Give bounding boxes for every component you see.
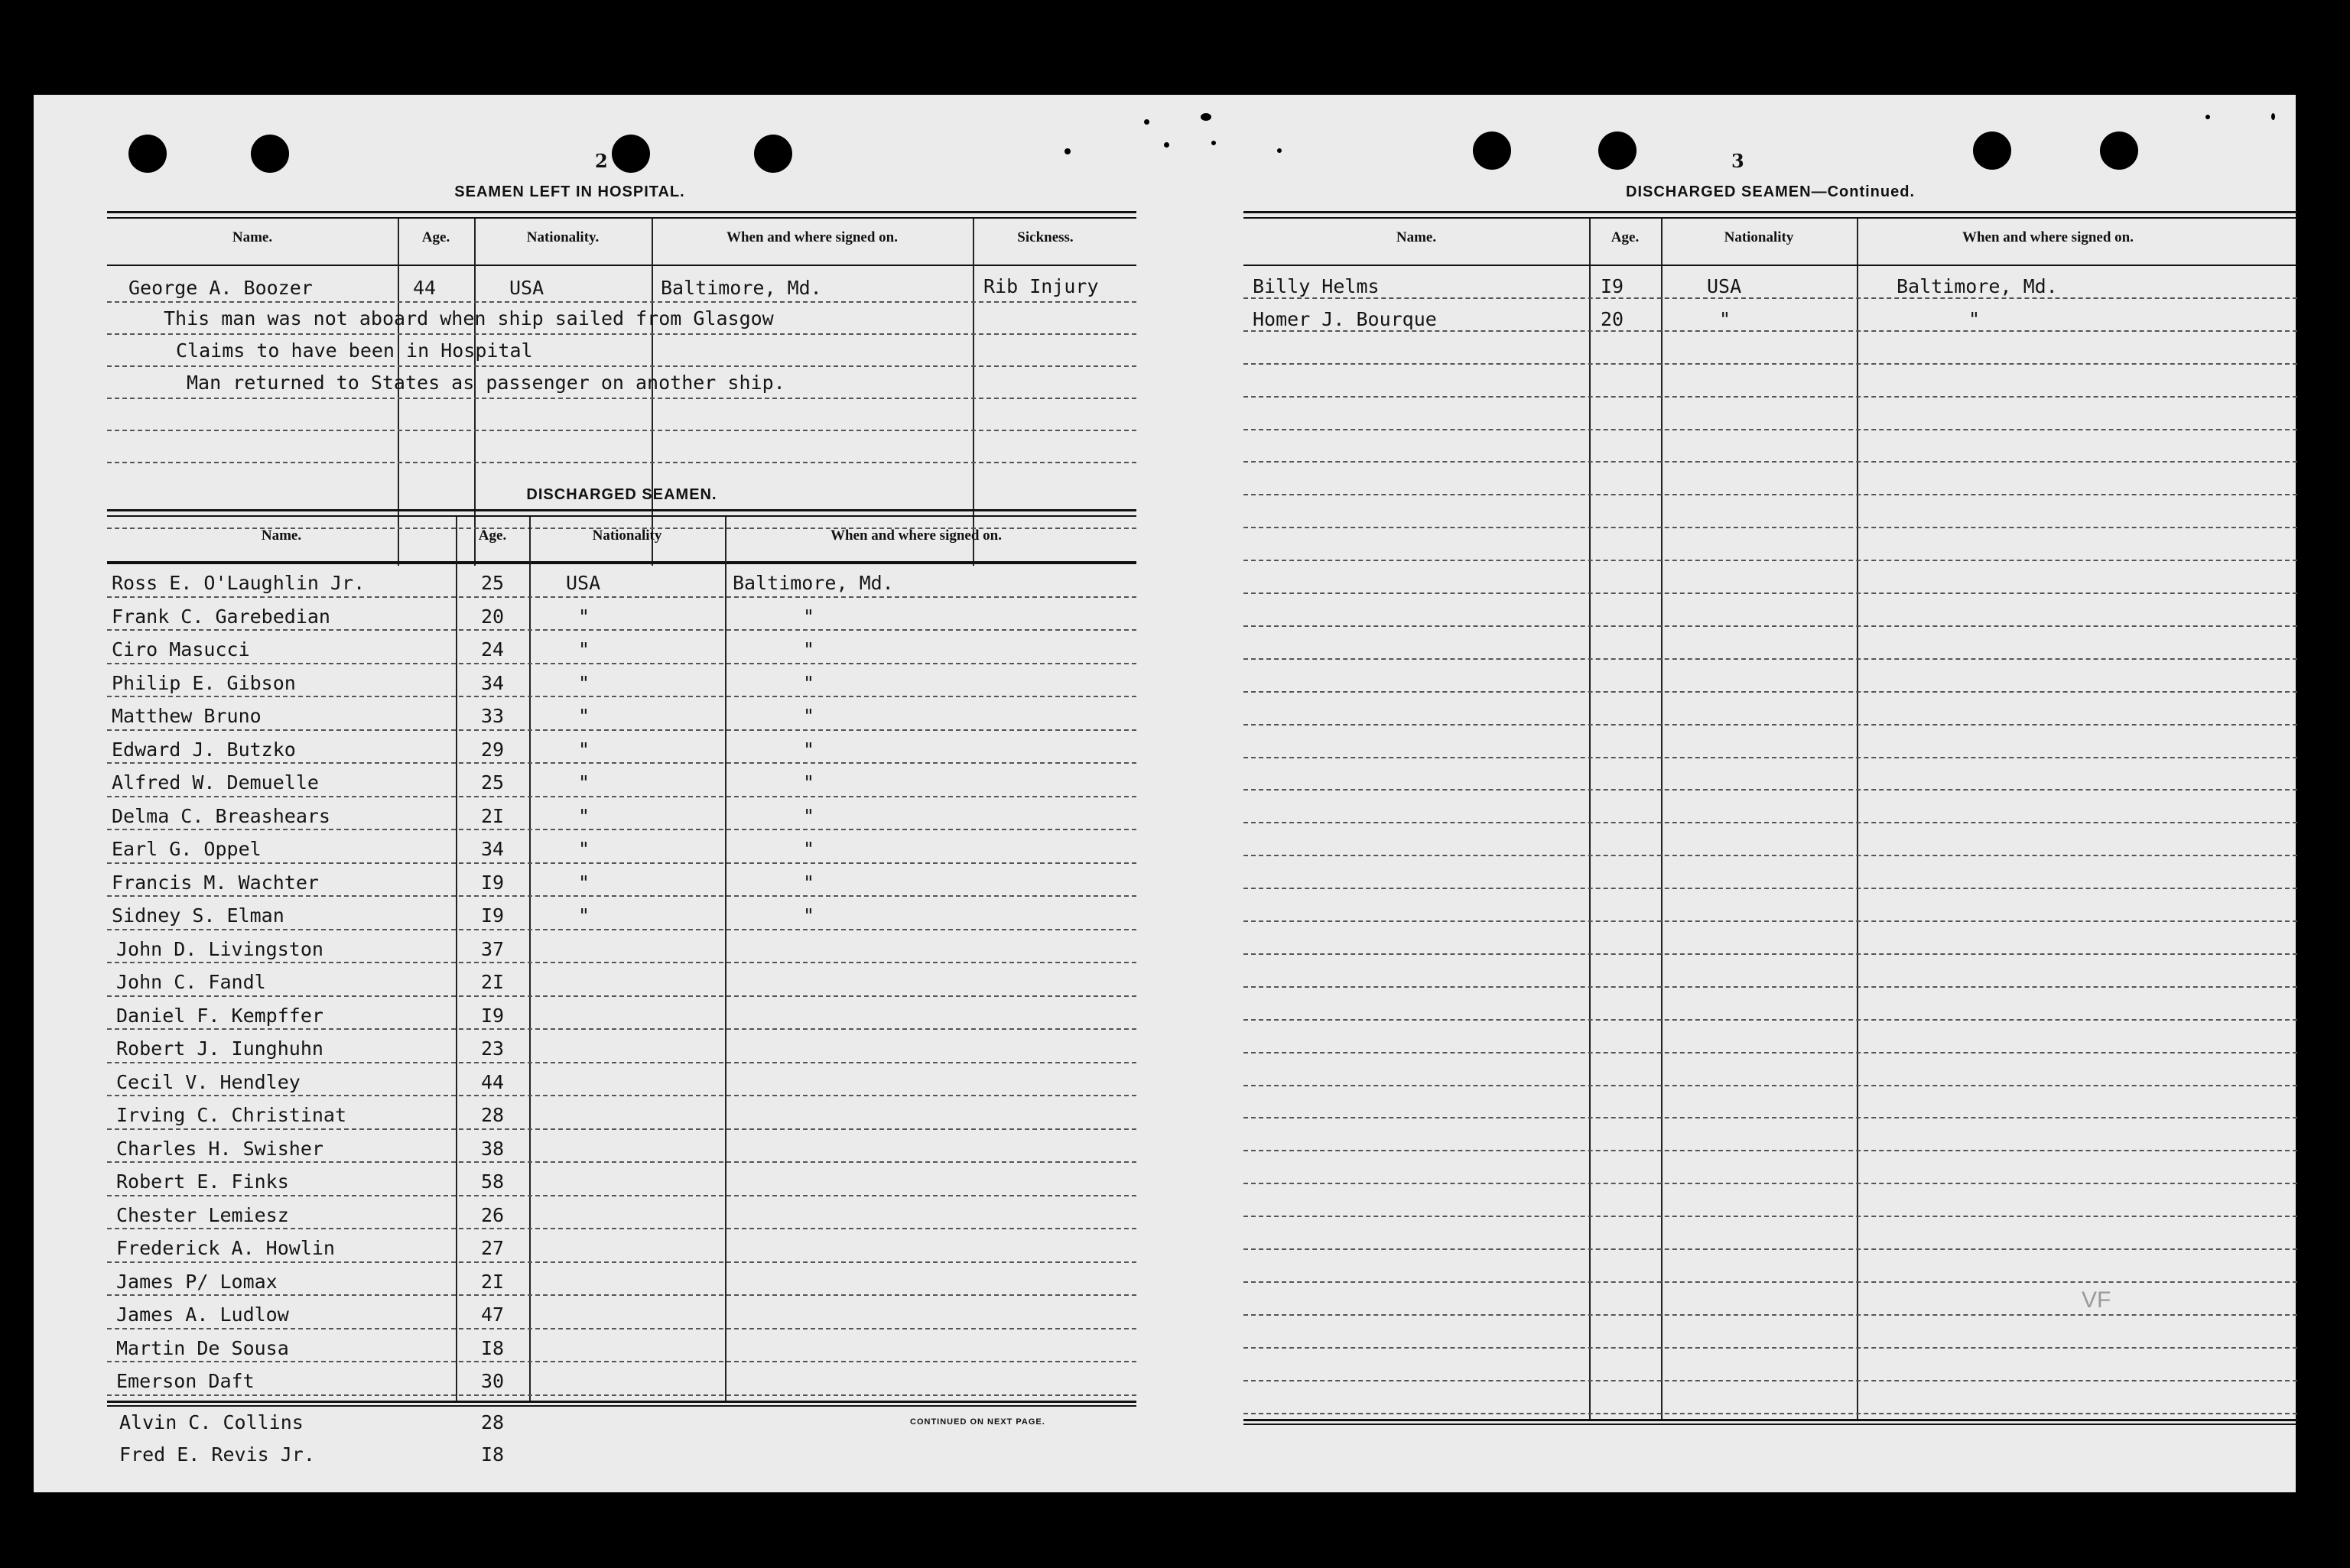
- dotted-line: [1243, 592, 2297, 594]
- hospital-header-age: Age.: [421, 229, 450, 245]
- dotted-line: [1243, 560, 2297, 561]
- seaman-name: Sidney S. Elman: [112, 904, 284, 927]
- hospital-header-sickness: Sickness.: [1017, 229, 1074, 245]
- dotted-line: [1243, 1314, 2297, 1316]
- seaman-age: 34: [480, 671, 505, 694]
- faded-stamp: VF: [2082, 1287, 2111, 1313]
- seaman-nationality: ": [1719, 307, 1731, 330]
- dotted-line: [107, 1294, 1136, 1296]
- dotted-line: [107, 1261, 1136, 1263]
- seaman-name: John D. Livingston: [116, 937, 323, 960]
- seaman-name: Alfred W. Demuelle: [112, 771, 319, 794]
- seaman-where: ": [803, 738, 815, 761]
- seaman-name: Frank C. Garebedian: [112, 605, 330, 628]
- seaman-name: Homer J. Bourque: [1253, 307, 1437, 330]
- dotted-line: [1243, 953, 2297, 955]
- dotted-line: [1243, 691, 2297, 693]
- dotted-line: [107, 762, 1136, 764]
- speck: [1064, 148, 1071, 154]
- hospital-section-title: SEAMEN LEFT IN HOSPITAL.: [454, 183, 685, 200]
- manifest-paper: [34, 95, 2296, 1492]
- rule: [107, 1405, 1136, 1407]
- seaman-age: I9: [480, 904, 505, 927]
- seaman-nationality: ": [578, 804, 590, 827]
- seaman-name: Emerson Daft: [116, 1370, 255, 1392]
- seaman-name: Daniel F. Kempffer: [116, 1004, 323, 1027]
- column-line: [725, 517, 726, 1401]
- seaman-age: 20: [480, 605, 505, 628]
- seaman-name: Matthew Bruno: [112, 705, 262, 727]
- rule: [1243, 1419, 2297, 1421]
- seaman-age: 28: [480, 1104, 505, 1126]
- dotted-line: [107, 1394, 1136, 1396]
- dotted-line: [107, 1195, 1136, 1196]
- dotted-line: [1243, 461, 2297, 463]
- dotted-line: [1243, 429, 2297, 430]
- seaman-name: Philip E. Gibson: [112, 671, 296, 694]
- dotted-line: [107, 629, 1136, 631]
- seaman-name: Robert E. Finks: [116, 1170, 289, 1193]
- seaman-name: Earl G. Oppel: [112, 838, 262, 860]
- seaman-name: Edward J. Butzko: [112, 738, 296, 761]
- seaman-name: Francis M. Wachter: [112, 871, 319, 894]
- right-header-age: Age.: [1611, 229, 1640, 245]
- dotted-line: [1243, 1347, 2297, 1349]
- seaman-nationality: ": [578, 671, 590, 694]
- seaman-nationality: ": [578, 605, 590, 628]
- dotted-line: [1243, 855, 2297, 856]
- right-section-title: DISCHARGED SEAMEN—Continued.: [1626, 183, 1915, 200]
- seaman-where: ": [803, 838, 815, 860]
- dotted-line: [107, 1095, 1136, 1096]
- dotted-line: [1243, 724, 2297, 726]
- dotted-line: [1243, 494, 2297, 495]
- seaman-age: 26: [480, 1203, 505, 1226]
- right-header-name: Name.: [1396, 229, 1437, 245]
- seaman-name: John C. Fandl: [116, 971, 266, 993]
- seaman-age: 25: [480, 771, 505, 794]
- seaman-nationality: USA: [566, 572, 601, 594]
- punch-hole: [1598, 131, 1637, 170]
- speck: [1211, 141, 1216, 145]
- speck: [2271, 113, 2275, 120]
- seaman-where: ": [1968, 307, 1981, 330]
- rule: [107, 515, 1136, 517]
- seaman-age: 34: [480, 838, 505, 860]
- dotted-line: [107, 333, 1136, 335]
- seaman-age: I9: [480, 1004, 505, 1027]
- hospital-note: This man was not aboard when ship sailed from Glasgow: [164, 307, 774, 330]
- rule: [1243, 265, 2297, 266]
- dotted-line: [107, 430, 1136, 431]
- dotted-line: [1243, 625, 2297, 627]
- hospital-name: George A. Boozer: [128, 277, 313, 299]
- dotted-line: [1243, 1413, 2297, 1414]
- rule: [1243, 1424, 2297, 1425]
- seaman-name: Ross E. O'Laughlin Jr.: [112, 572, 366, 594]
- rule: [107, 217, 1136, 219]
- dotted-line: [107, 1228, 1136, 1229]
- seaman-where: Baltimore, Md.: [1897, 275, 2058, 297]
- punch-hole: [612, 135, 650, 173]
- seaman-nationality: USA: [1707, 275, 1742, 297]
- seaman-nationality: ": [578, 738, 590, 761]
- seaman-name: Cecil V. Hendley: [116, 1070, 301, 1093]
- dotted-line: [107, 829, 1136, 830]
- discharged-header-name: Name.: [261, 528, 302, 544]
- dotted-line: [107, 1062, 1136, 1063]
- dotted-line: [1243, 1019, 2297, 1021]
- dotted-line: [107, 962, 1136, 963]
- seaman-name: Martin De Sousa: [116, 1336, 289, 1359]
- dotted-line: [107, 895, 1136, 897]
- column-line: [1661, 219, 1663, 1419]
- seaman-name: Charles H. Swisher: [116, 1137, 323, 1160]
- dotted-line: [107, 1161, 1136, 1163]
- right-header-where: When and where signed on.: [1962, 229, 2134, 245]
- seaman-age: I8: [480, 1443, 505, 1466]
- seaman-name: Alvin C. Collins: [119, 1411, 304, 1433]
- dotted-line: [107, 596, 1136, 598]
- discharged-section-title: DISCHARGED SEAMEN.: [526, 486, 717, 503]
- dotted-line: [107, 1361, 1136, 1362]
- dotted-line: [107, 929, 1136, 930]
- seaman-age: 2I: [480, 804, 505, 827]
- seaman-where: ": [803, 638, 815, 661]
- seaman-where: ": [803, 804, 815, 827]
- dotted-line: [1243, 1052, 2297, 1053]
- seaman-age: I9: [480, 871, 505, 894]
- rule: [1243, 217, 2297, 219]
- seaman-name: James A. Ludlow: [116, 1303, 289, 1326]
- hospital-nationality: USA: [509, 277, 544, 299]
- seaman-where: ": [803, 605, 815, 628]
- speck: [1201, 113, 1211, 121]
- dotted-line: [1243, 986, 2297, 988]
- rule: [107, 509, 1136, 511]
- dotted-line: [1243, 363, 2297, 365]
- seaman-age: 33: [480, 705, 505, 727]
- punch-hole: [754, 135, 792, 173]
- seaman-age: 58: [480, 1170, 505, 1193]
- seaman-name: Robert J. Iunghuhn: [116, 1037, 323, 1060]
- punch-hole: [2100, 131, 2138, 170]
- dotted-line: [107, 862, 1136, 864]
- right-header-nationality: Nationality: [1724, 229, 1794, 245]
- seaman-where: ": [803, 771, 815, 794]
- dotted-line: [1243, 1117, 2297, 1118]
- hospital-sickness: Rib Injury: [983, 275, 1099, 297]
- column-line: [1857, 219, 1858, 1419]
- dotted-line: [1243, 658, 2297, 660]
- seaman-age: 29: [480, 738, 505, 761]
- seaman-nationality: ": [578, 638, 590, 661]
- discharged-header-where: When and where signed on.: [830, 528, 1002, 544]
- dotted-line: [1243, 396, 2297, 398]
- hospital-where: Baltimore, Md.: [661, 277, 822, 299]
- seaman-name: Billy Helms: [1253, 275, 1380, 297]
- dotted-line: [107, 365, 1136, 367]
- page-number-right: 3: [1731, 150, 1744, 172]
- seaman-age: 37: [480, 937, 505, 960]
- seaman-name: Irving C. Christinat: [116, 1104, 347, 1126]
- seaman-age: I9: [1600, 275, 1624, 297]
- dotted-line: [107, 796, 1136, 797]
- rule: [107, 211, 1136, 213]
- seaman-where: ": [803, 671, 815, 694]
- continued-note: CONTINUED ON NEXT PAGE.: [910, 1417, 1045, 1427]
- seaman-where: ": [803, 705, 815, 727]
- rule: [107, 1401, 1136, 1403]
- seaman-nationality: ": [578, 771, 590, 794]
- seaman-age: 28: [480, 1411, 505, 1433]
- seaman-name: James P/ Lomax: [116, 1270, 278, 1293]
- discharged-header-age: Age.: [478, 528, 507, 544]
- hospital-note: Claims to have been in Hospital: [176, 339, 533, 362]
- hospital-header-where: When and where signed on.: [726, 229, 898, 245]
- dotted-line: [107, 1028, 1136, 1030]
- seaman-name: Delma C. Breashears: [112, 804, 330, 827]
- column-line: [529, 517, 531, 1401]
- seaman-age: 20: [1600, 307, 1624, 330]
- dotted-line: [107, 398, 1136, 399]
- seaman-age: 25: [480, 572, 505, 594]
- seaman-age: 30: [480, 1370, 505, 1392]
- seaman-age: I8: [480, 1336, 505, 1359]
- seaman-nationality: ": [578, 705, 590, 727]
- speck: [1144, 119, 1149, 125]
- punch-hole: [1473, 131, 1511, 170]
- hospital-note: Man returned to States as passenger on another ship.: [187, 372, 785, 394]
- dotted-line: [1243, 1183, 2297, 1184]
- column-line: [973, 219, 974, 566]
- speck: [1277, 148, 1282, 153]
- dotted-line: [1243, 527, 2297, 528]
- dotted-line: [1243, 330, 2297, 332]
- seaman-age: 27: [480, 1237, 505, 1259]
- seaman-age: 47: [480, 1303, 505, 1326]
- dotted-line: [1243, 920, 2297, 922]
- dotted-line: [1243, 1216, 2297, 1217]
- rule: [1243, 211, 2297, 213]
- dotted-line: [107, 663, 1136, 664]
- seaman-age: 2I: [480, 971, 505, 993]
- speck: [2205, 115, 2210, 119]
- rule: [107, 265, 1136, 266]
- dotted-line: [107, 696, 1136, 697]
- seaman-age: 44: [480, 1070, 505, 1093]
- dotted-line: [107, 1128, 1136, 1130]
- dotted-line: [1243, 757, 2297, 758]
- seaman-age: 23: [480, 1037, 505, 1060]
- page-number-left: 2: [595, 150, 608, 172]
- hospital-header-nationality: Nationality.: [526, 229, 600, 245]
- dotted-line: [1243, 297, 2297, 299]
- hospital-header-name: Name.: [232, 229, 273, 245]
- seaman-where: ": [803, 904, 815, 927]
- seaman-where: ": [803, 871, 815, 894]
- punch-hole: [128, 135, 167, 173]
- dotted-line: [1243, 888, 2297, 889]
- speck: [1164, 142, 1169, 148]
- seaman-name: Fred E. Revis Jr.: [119, 1443, 315, 1466]
- dotted-line: [107, 729, 1136, 731]
- dotted-line: [1243, 1150, 2297, 1151]
- dotted-line: [107, 1328, 1136, 1329]
- seaman-age: 2I: [480, 1270, 505, 1293]
- seaman-name: Frederick A. Howlin: [116, 1237, 335, 1259]
- dotted-line: [1243, 1248, 2297, 1250]
- column-line: [1589, 219, 1591, 1419]
- seaman-nationality: ": [578, 838, 590, 860]
- seaman-age: 24: [480, 638, 505, 661]
- seaman-age: 38: [480, 1137, 505, 1160]
- seaman-name: Ciro Masucci: [112, 638, 250, 661]
- dotted-line: [1243, 822, 2297, 823]
- rule: [107, 563, 1136, 564]
- seaman-nationality: ": [578, 871, 590, 894]
- punch-hole: [251, 135, 289, 173]
- discharged-header-nationality: Nationality: [592, 528, 662, 544]
- seaman-where: Baltimore, Md.: [733, 572, 894, 594]
- punch-hole: [1973, 131, 2011, 170]
- dotted-line: [1243, 1281, 2297, 1283]
- hospital-age: 44: [413, 277, 437, 299]
- dotted-line: [1243, 1085, 2297, 1086]
- dotted-line: [107, 462, 1136, 463]
- seaman-nationality: ": [578, 904, 590, 927]
- dotted-line: [1243, 1380, 2297, 1381]
- dotted-line: [1243, 789, 2297, 790]
- dotted-line: [107, 995, 1136, 997]
- dotted-line: [107, 301, 1136, 303]
- seaman-name: Chester Lemiesz: [116, 1203, 289, 1226]
